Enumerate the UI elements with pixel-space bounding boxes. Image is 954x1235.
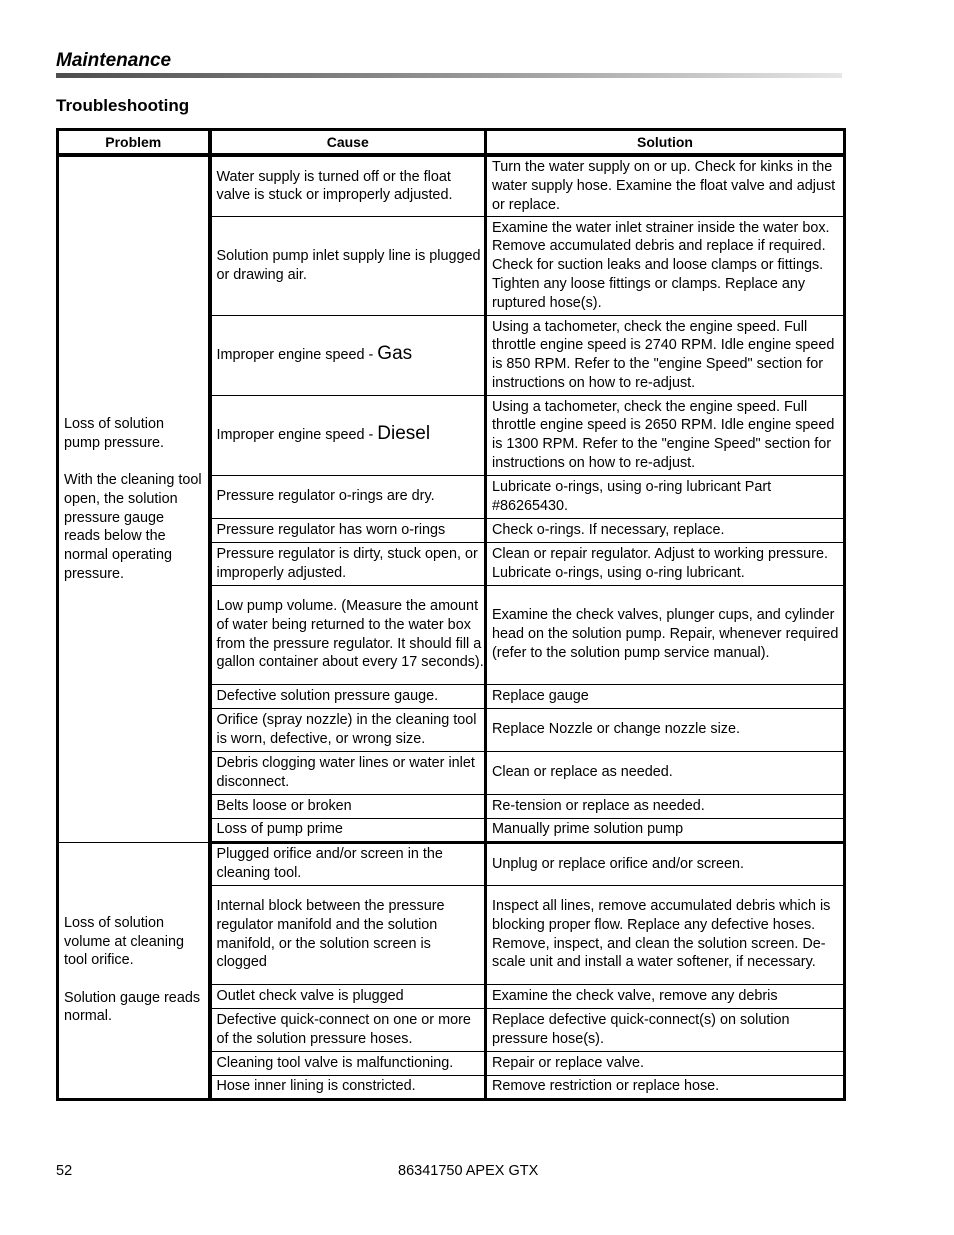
cause-cell: Defective quick-connect on one or more of the solution pressure hoses. — [210, 1008, 486, 1051]
cause-cell: Debris clogging water lines or water inlet disconnect. — [210, 751, 486, 794]
column-header-solution: Solution — [486, 130, 845, 156]
solution-cell: Examine the check valves, plunger cups, and cylinder head on the solution pump. Repair, whenever required (refer to the solution pump service manual). — [486, 585, 845, 684]
cause-cell: Internal block between the pressure regulator manifold and the solution manifold, or the solution screen is clogged — [210, 885, 486, 984]
solution-cell: Replace defective quick-connect(s) on solution pressure hose(s). — [486, 1008, 845, 1051]
cause-cell: Pressure regulator is dirty, stuck open, or improperly adjusted. — [210, 542, 486, 585]
cause-cell: Solution pump inlet supply line is plugged or drawing air. — [210, 216, 486, 315]
cause-cell: Outlet check valve is plugged — [210, 984, 486, 1008]
header-rule — [56, 73, 842, 78]
table-row — [58, 842, 845, 885]
cause-cell: Orifice (spray nozzle) in the cleaning tool is worn, defective, or wrong size. — [210, 708, 486, 751]
page-number: 52 — [56, 1163, 73, 1179]
document-id: 86341750 APEX GTX — [398, 1163, 539, 1179]
cause-cell: Defective solution pressure gauge. — [210, 684, 486, 708]
cause-cell: Plugged orifice and/or screen in the cleaning tool. — [210, 842, 486, 885]
solution-cell: Examine the check valve, remove any debris — [486, 984, 845, 1008]
solution-cell: Clean or repair regulator. Adjust to working pressure. Lubricate o-rings, using o-ring lubricant. — [486, 542, 845, 585]
troubleshooting-table — [56, 128, 846, 1101]
table-header-row — [58, 130, 845, 156]
column-header-cause: Cause — [210, 130, 486, 156]
section-title: Maintenance — [56, 50, 172, 71]
cause-cell: Belts loose or broken — [210, 794, 486, 818]
cause-text: Improper engine speed - — [216, 347, 378, 364]
cause-text: Improper engine speed - — [216, 427, 378, 444]
solution-cell: Using a tachometer, check the engine speed. Full throttle engine speed is 2650 RPM. Idle engine speed is 1300 RPM. Refer to the "engine Speed" section for instructions on how to re-adjust. — [486, 395, 845, 475]
problem-cell — [58, 155, 210, 842]
cause-cell — [210, 395, 486, 475]
solution-cell: Clean or replace as needed. — [486, 751, 845, 794]
fuel-type-gas: Gas — [377, 343, 413, 365]
column-header-problem: Problem — [58, 130, 210, 156]
solution-cell: Inspect all lines, remove accumulated debris which is blocking proper flow. Replace any defective hoses. Remove, inspect, and clean the solution screen. De-scale unit and install a water softener, if necessary. — [486, 885, 845, 984]
cause-cell: Low pump volume. (Measure the amount of water being returned to the water box from the pressure regulator. It should fill a gallon container about every 17 seconds). — [210, 585, 486, 684]
solution-cell: Examine the water inlet strainer inside the water box. Remove accumulated debris and replace if required. Check for suction leaks and loose clamps or fittings. Tighten any loose fittings or clamps. Replace any ruptured hose(s). — [486, 216, 845, 315]
table-row — [58, 155, 845, 216]
solution-cell: Replace gauge — [486, 684, 845, 708]
solution-cell: Repair or replace valve. — [486, 1051, 845, 1075]
cause-cell: Hose inner lining is constricted. — [210, 1075, 486, 1099]
problem-text: Loss of solution volume at cleaning tool orifice. Solution gauge reads normal. — [64, 914, 201, 1025]
cause-cell: Water supply is turned off or the float valve is stuck or improperly adjusted. — [210, 155, 486, 216]
cause-cell: Loss of pump prime — [210, 818, 486, 842]
cause-cell: Pressure regulator o-rings are dry. — [210, 475, 486, 518]
solution-cell: Lubricate o-rings, using o-ring lubricant Part #86265430. — [486, 475, 845, 518]
solution-cell: Turn the water supply on or up. Check for kinks in the water supply hose. Examine the float valve and adjust or replace. — [486, 155, 845, 216]
fuel-type-diesel: Diesel — [377, 423, 431, 445]
solution-cell: Remove restriction or replace hose. — [486, 1075, 845, 1099]
cause-cell: Cleaning tool valve is malfunctioning. — [210, 1051, 486, 1075]
page-title: Troubleshooting — [56, 96, 190, 115]
solution-cell: Using a tachometer, check the engine speed. Full throttle engine speed is 2740 RPM. Idle engine speed is 850 RPM. Refer to the "engine Speed" section for instructions on how to re-adjust. — [486, 315, 845, 395]
solution-cell: Re-tension or replace as needed. — [486, 794, 845, 818]
solution-cell: Manually prime solution pump — [486, 818, 845, 842]
cause-cell — [210, 315, 486, 395]
problem-text: Loss of solution pump pressure. With the cleaning tool open, the solution pressure gauge reads below the normal operating pressure. — [64, 416, 202, 582]
solution-cell: Unplug or replace orifice and/or screen. — [486, 842, 845, 885]
problem-cell — [58, 842, 210, 1099]
cause-cell: Pressure regulator has worn o-rings — [210, 518, 486, 542]
solution-cell: Check o-rings. If necessary, replace. — [486, 518, 845, 542]
solution-cell: Replace Nozzle or change nozzle size. — [486, 708, 845, 751]
